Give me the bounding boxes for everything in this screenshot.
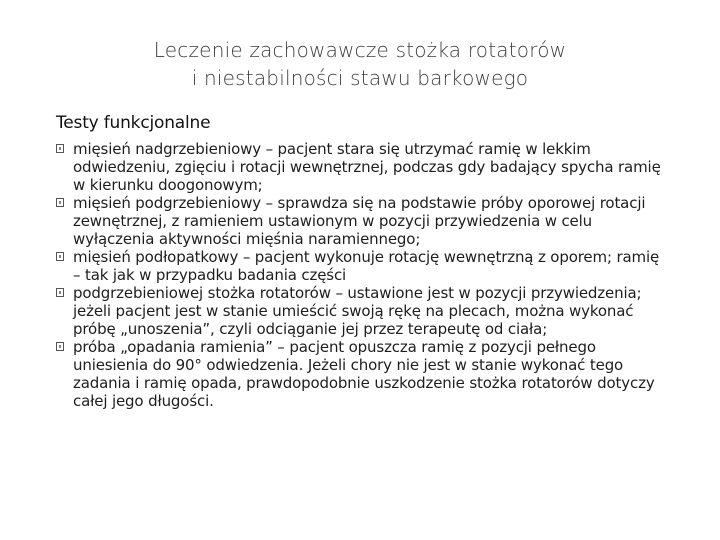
section-heading: Testy funkcjonalne: [56, 113, 211, 133]
bullet-list: [56, 140, 668, 410]
bullet-text: podgrzebieniowej stożka rotatorów – ustawione jest w pozycji przywiedzenia; jeżeli pacjent jest w stanie umieścić swoją rękę na plecach, można wykonać próbę „unoszenia”, czyli odciąganie jej przez terapeutę od ciała;: [73, 284, 642, 338]
bullet-text: próba „opadania ramienia” – pacjent opuszcza ramię z pozycji pełnego uniesienia do 90° odwiedzenia. Jeżeli chory nie jest w stanie wykonać tego zadania i ramię opada, prawdopodobnie uszkodzenie stożka rotatorów dotyczy całej jego długości.: [73, 338, 655, 410]
square-bullet-icon: [56, 144, 64, 153]
square-bullet-icon: [56, 342, 64, 351]
bullet-item: [56, 338, 668, 410]
square-bullet-icon: [56, 252, 64, 261]
title-line-1: Leczenie zachowawcze stożka rotatorów: [153, 38, 567, 62]
bullet-item: [56, 248, 668, 284]
square-bullet-icon: [56, 288, 64, 297]
title-line-2: i niestabilności stawu barkowego: [191, 66, 529, 90]
bullet-text: mięsień podgrzebieniowy – sprawdza się na podstawie próby oporowej rotacji zewnętrznej, z ramieniem ustawionym w pozycji przywiedzenia w celu wyłączenia aktywności mięśnia naramiennego;: [73, 194, 646, 248]
bullet-item: [56, 284, 668, 338]
bullet-item: [56, 140, 668, 194]
square-bullet-icon: [56, 198, 64, 207]
slide-title: [60, 36, 660, 92]
bullet-text: mięsień podłopatkowy – pacjent wykonuje rotację wewnętrzną z oporem; ramię – tak jak w przypadku badania części: [73, 248, 660, 284]
bullet-item: [56, 194, 668, 248]
bullet-text: mięsień nadgrzebieniowy – pacjent stara się utrzymać ramię w lekkim odwiedzeniu, zgięciu i rotacji wewnętrznej, podczas gdy badający spycha ramię w kierunku doogonowym;: [73, 140, 661, 194]
